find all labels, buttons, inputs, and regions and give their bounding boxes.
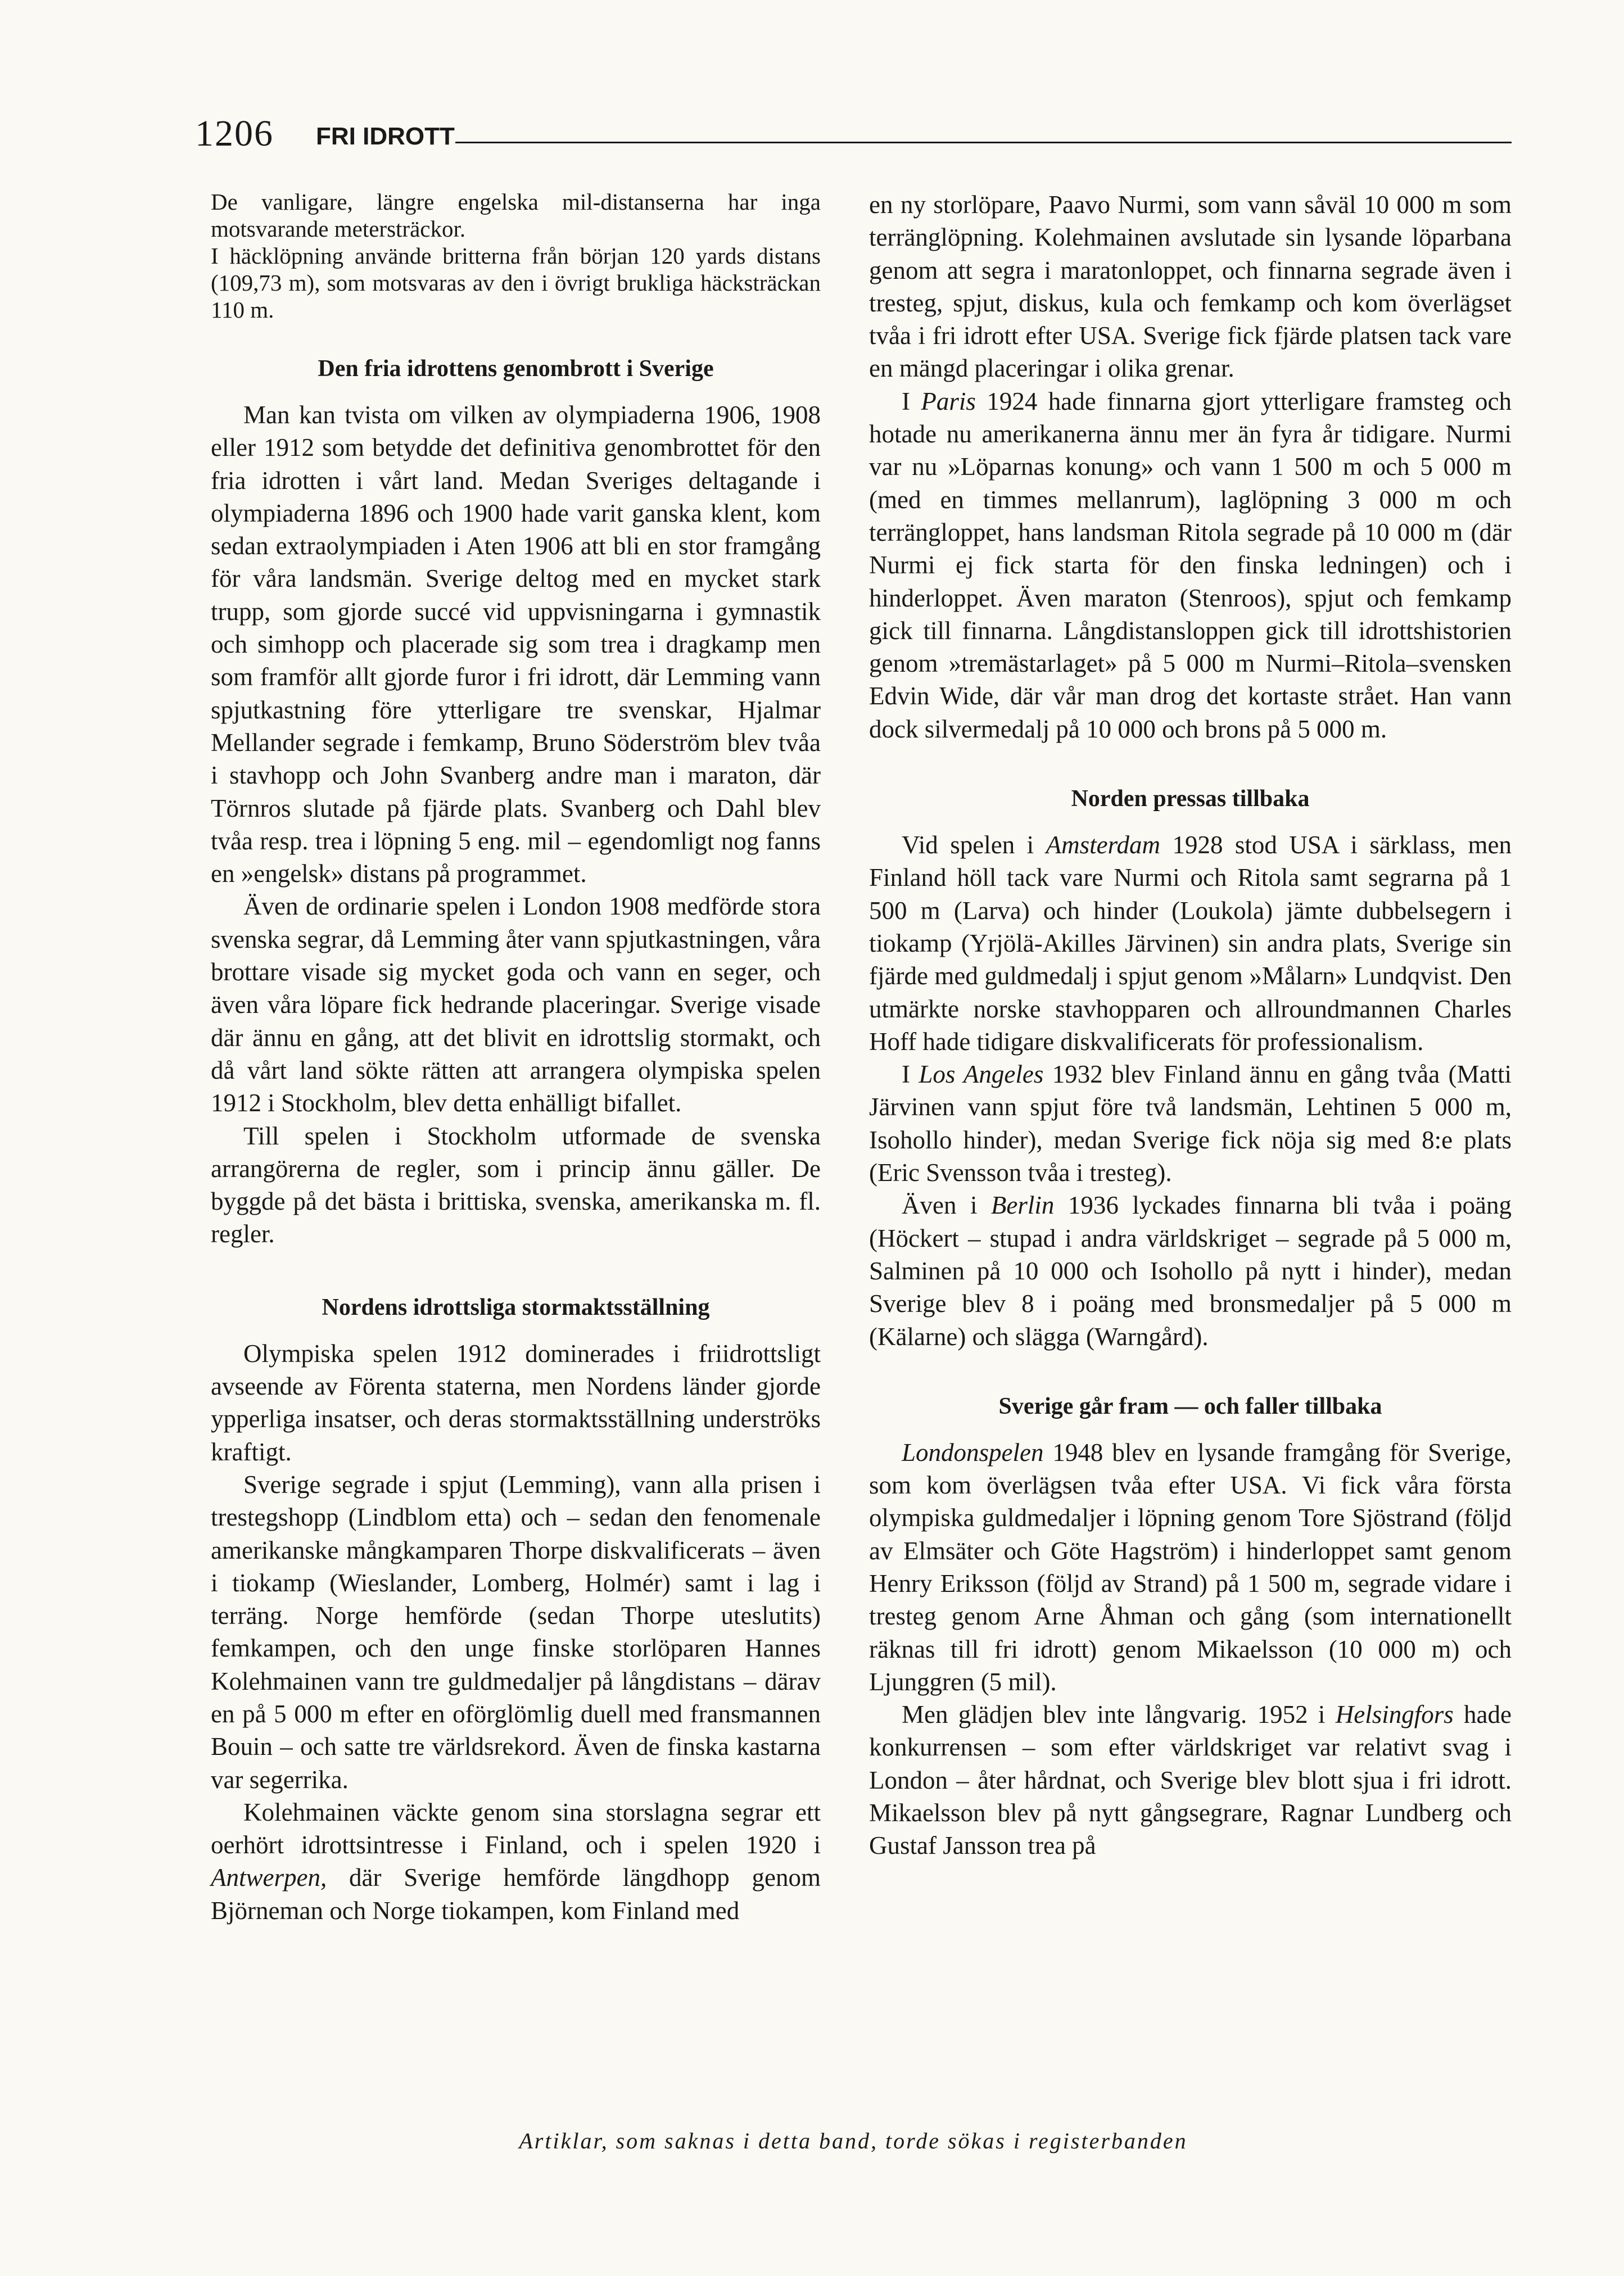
italic-place-name: Londonspelen [902,1438,1044,1467]
text-run: I [902,1060,919,1089]
text-run: där Sverige hemförde längdhopp genom Björneman och Norge tiokampen, kom Finland med [211,1863,821,1925]
page-number: 1206 [195,113,274,154]
section-title: FRI IDROTT [316,123,455,150]
paragraph [869,1698,1512,1862]
text-run: I [902,387,921,415]
section-heading: Den fria idrottens genombrott i Sverige [318,356,714,382]
italic-place-name: Amsterdam [1046,831,1160,859]
right-column [869,188,1512,1862]
section-heading: Nordens idrottsliga stormaktsställning [322,1294,710,1320]
footer-note: Artiklar, som saknas i detta band, torde sökas i registerbanden [519,2128,1188,2153]
paragraph: Sverige segrade i spjut (Lemming), vann alla prisen i trestegshopp (Lindblom etta) och – sedan den fenomenale amerikanske mångkamparen Thorpe diskvalificerats – även i tiokamp (Wieslander, Lomberg, Holmér) samt i lag i terräng. Norge hemförde (sedan Thorpe uteslutits) femkampen, och den unge finske storlöparen Hannes Kolehmainen vann tre guldmedaljer på långdistans – därav en på 5 000 m efter en oförglömlig duell med fransmannen Bouin – och satte tre världsrekord. Även de finska kastarna var segerrika. [211,1470,821,1794]
text-run: Kolehmainen väckte genom sina storslagna segrar ett oerhört idrottsintresse i Finland, och i spelen 1920 i [211,1798,821,1859]
paragraph: Olympiska spelen 1912 dominerades i friidrottsligt avseende av Förenta staterna, men Nordens länder gjorde ypperliga insatser, och deras stormaktsställning underströks kraftigt. [211,1339,821,1466]
italic-place-name: Helsingfors [1335,1700,1454,1729]
text-run: 1924 hade finnarna gjort ytterligare framsteg och hotade nu amerikanerna ännu mer än fyra år tidigare. Nurmi var nu »Löparnas konung» och vann 1 500 m och 5 000 m (med en timmes mellanrum), laglöpning 3 000 m och terrängloppet, hans landsman Ritola segrade på 10 000 m (där Nurmi ej fick starta för den finska ledningen) och i hinderloppet. Även maraton (Stenroos), spjut och femkamp gick till finnarna. Långdistansloppen gick till idrottshistorien genom »tremästarlaget» på 5 000 m Nurmi–Ritola–svensken Edvin Wide, där vår man drog det kortaste strået. Han vann dock silvermedalj på 10 000 och brons på 5 000 m. [869,387,1512,743]
italic-place-name: Antwerpen, [211,1863,327,1892]
paragraph: Man kan tvista om vilken av olympiaderna 1906, 1908 eller 1912 som betydde det definitiva genombrottet för den fria idrotten i vårt land. Medan Sveriges deltagande i olympiaderna 1896 och 1900 hade varit ganska klent, kom sedan extraolympiaden i Aten 1906 att bli en stor framgång för våra landsmän. Sverige deltog med en mycket stark trupp, som gjorde succé vid uppvisningarna i gymnastik och simhopp och placerade sig som trea i dragkamp men som framför allt gjorde furor i fri idrott, där Lemming vann spjutkastning före ytterligare tre svenskar, Hjalmar Mellander segrade i femkamp, Bruno Söderström blev tvåa i stavhopp och John Svanberg andre man i maraton, där Törnros slutade på fjärde plats. Svanberg och Dahl blev tvåa resp. trea i löpning 5 eng. mil – egendomligt nog fanns en »engelsk» distans på programmet. [211,401,821,888]
paragraph: en ny storlöpare, Paavo Nurmi, som vann såväl 10 000 m som terränglöpning. Kolehmainen avslutade sin lysande löparbana genom att segra i maratonloppet, och finnarna segrade även i tresteg, spjut, diskus, kula och femkamp och kom överlägset tvåa i fri idrott efter USA. Sverige fick fjärde platsen tack vare en mängd placeringar i olika grenar. [869,191,1512,383]
text-run: 1932 blev Finland ännu en gång tvåa (Matti Järvinen vann spjut före två landsmän, Lehtinen 5 000 m, Isohollo hinder), medan Sverige fick nöja sig med 8:e plats (Eric Svensson tvåa i tresteg). [869,1060,1512,1187]
text-run: 1948 blev en lysande framgång för Sverige, som kom överlägsen tvåa efter USA. Vi fick våra första olympiska guldmedaljer i löpning genom Tore Sjöstrand (följd av Elmsäter och Göte Hagström) i hinderloppet samt genom Henry Eriksson (följd av Strand) på 1 500 m, segrade vidare i tresteg genom Arne Åhman och gång (som internationellt räknas till fri idrott) genom Mikaelsson (10 000 m) och Ljunggren (5 mil). [869,1438,1512,1696]
italic-place-name: Los Angeles [919,1060,1044,1089]
text-run: Men glädjen blev inte långvarig. 1952 i [902,1700,1336,1729]
text-run: Även i [902,1191,991,1220]
left-column [211,188,821,1927]
intro-paragraph: I häcklöpning använde britterna från början 120 yards distans (109,73 m), som motsvaras av den i övrigt brukliga häcksträckan 110 m. [211,243,821,323]
italic-place-name: Paris [921,387,976,415]
text-run: hade konkurrensen – som efter världskriget var relativt svag i London – åter hårdnat, och Sverige blev blott sjua i fri idrott. Mikaelsson blev på nytt gångsegrare, Ragnar Lundberg och Gustaf Jansson trea på [869,1700,1512,1860]
header-rule [455,142,1512,143]
intro-paragraph: De vanligare, längre engelska mil-distanserna har inga motsvarande metersträckor. [211,189,821,242]
paragraph: Till spelen i Stockholm utformade de svenska arrangörerna de regler, som i princip ännu gäller. De byggde på det bästa i brittiska, svenska, amerikanska m. fl. regler. [211,1121,821,1248]
paragraph [211,1796,821,1927]
text-run: Vid spelen i [902,831,1046,859]
text-run: 1928 stod USA i särklass, men Finland höll tack vare Nurmi och Ritola samt segrarna på 1 500 m (Larva) och hinder (Loukola) jämte dubbelsegern i tiokamp (Yrjölä-Akilles Järvinen) sin andra plats, Sverige sin fjärde med guldmedalj i spjut genom »Målarn» Lundqvist. Den utmärkte norske stavhopparen och allroundmannen Charles Hoff hade tidigare diskvalificerats för professionalism. [869,831,1512,1056]
paragraph [869,1436,1512,1698]
paragraph [869,1058,1512,1189]
page-header [195,107,1512,157]
text-run: 1936 lyckades finnarna bli tvåa i poäng (Höckert – stupad i andra världskriget – segrade på 5 000 m, Salminen på 10 000 och Isohollo på nytt i hinder), medan Sverige blev 8 i poäng med bronsmedaljer på 5 000 m (Kälarne) och slägga (Warngård). [869,1191,1512,1351]
paragraph [869,829,1512,1058]
section-heading: Norden pressas tillbaka [1071,786,1310,812]
section-heading: Sverige går fram — och faller tillbaka [998,1393,1382,1419]
paragraph [869,1189,1512,1352]
italic-place-name: Berlin [990,1191,1055,1220]
paragraph: Även de ordinarie spelen i London 1908 medförde stora svenska segrar, då Lemming åter vann spjutkastningen, våra brottare visade sig mycket goda och vann en seger, och även våra löpare fick hedrande placeringar. Sverige visade där ännu en gång, att det blivit en idrottslig stormakt, och då vårt land sökte rätten att arrangera olympiska spelen 1912 i Stockholm, blev detta enhälligt bifallet. [211,892,821,1117]
paragraph [869,385,1512,745]
